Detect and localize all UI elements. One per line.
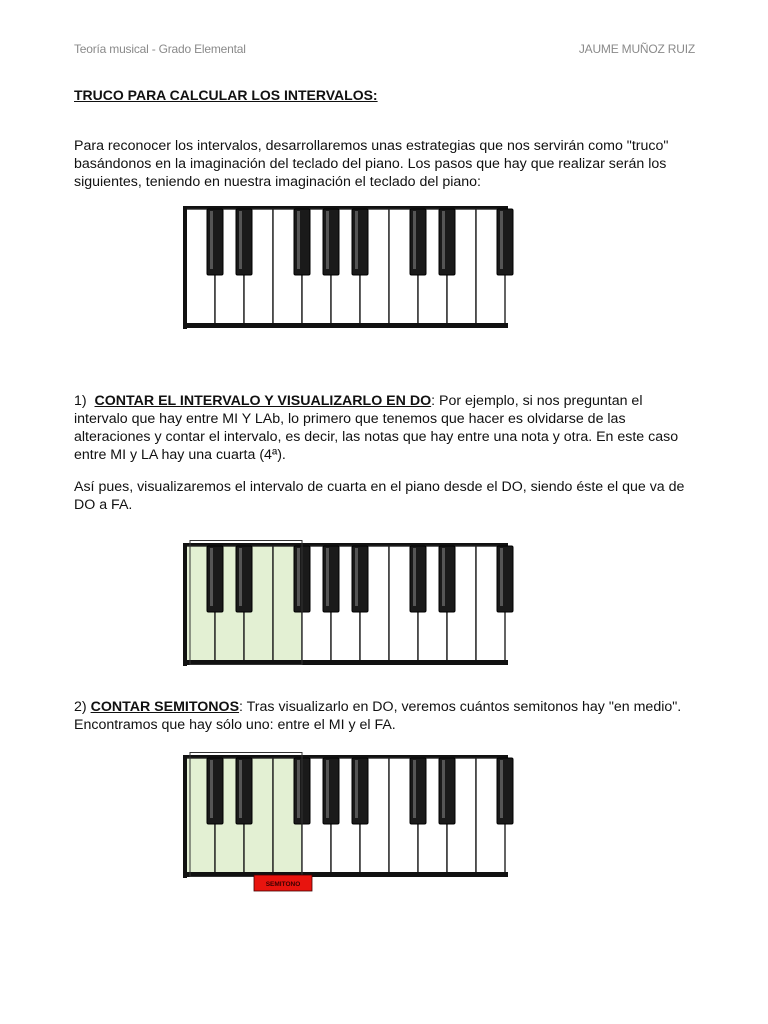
black-key-shine: [442, 548, 445, 606]
black-key-shine: [500, 548, 503, 606]
header-left: Teoría musical - Grado Elemental: [74, 42, 246, 56]
thus-paragraph: Así pues, visualizaremos el intervalo de cuarta en el piano desde el DO, siendo éste el que va de DO a FA.: [74, 479, 685, 513]
black-key: [236, 546, 252, 612]
black-key: [352, 209, 368, 275]
black-key-shine: [297, 760, 300, 818]
semitone-label: SEMITONO: [265, 881, 301, 888]
black-key: [323, 546, 339, 612]
intro-paragraph: Para reconocer los intervalos, desarrollaremos unas estrategias que nos servirán como "truco" basándonos en la imaginación del teclado del piano. Los pasos que hay que realizar serán los siguientes, teniendo en nuestra imaginación el teclado del piano:: [74, 138, 669, 190]
black-key: [410, 209, 426, 275]
black-key-shine: [326, 211, 329, 269]
black-key: [236, 758, 252, 824]
black-key-shine: [297, 211, 300, 269]
black-key-shine: [326, 760, 329, 818]
keyboard-left-edge: [183, 755, 187, 878]
step2-heading: CONTAR SEMITONOS: [90, 699, 240, 715]
step2-text: : Tras visualizarlo en DO, veremos cuántos semitonos hay "en medio". Encontramos que hay sólo uno: entre el MI y el FA.: [74, 699, 682, 733]
black-key: [410, 546, 426, 612]
black-key: [236, 209, 252, 275]
black-key: [207, 546, 223, 612]
black-key-shine: [413, 760, 416, 818]
step1-number: 1): [74, 393, 87, 409]
black-key: [439, 209, 455, 275]
step2-number: 2): [74, 699, 87, 715]
black-key: [439, 546, 455, 612]
black-key-shine: [239, 760, 242, 818]
black-key: [352, 546, 368, 612]
black-key: [352, 758, 368, 824]
black-key: [323, 209, 339, 275]
keyboard-bottom-rail: [183, 323, 508, 328]
black-key-shine: [500, 760, 503, 818]
black-key-shine: [355, 211, 358, 269]
black-key-shine: [413, 548, 416, 606]
step2-paragraph: [74, 698, 699, 734]
piano-keyboard-2: [180, 540, 520, 670]
black-key-shine: [355, 760, 358, 818]
step1-text: : Por ejemplo, si nos preguntan el intervalo que hay entre MI Y LAb, lo primero que tenemos que hacer es olvidarse de las alteraciones y contar el intervalo, es decir, las notas que hay entre una nota y otra. En este caso entre MI y LA hay una cuarta (4ª).: [74, 393, 679, 463]
header-right: JAUME MUÑOZ RUIZ: [578, 42, 695, 56]
black-key-shine: [297, 548, 300, 606]
keyboard-left-edge: [183, 543, 187, 666]
black-key: [410, 758, 426, 824]
page-title: TRUCO PARA CALCULAR LOS INTERVALOS:: [74, 87, 378, 103]
black-key-shine: [442, 760, 445, 818]
black-key: [439, 758, 455, 824]
step1-paragraph: [74, 392, 699, 464]
keyboard-left-edge: [183, 206, 187, 329]
step1-heading: CONTAR EL INTERVALO Y VISUALIZARLO EN DO: [94, 393, 432, 409]
black-key: [497, 209, 513, 275]
black-key: [323, 758, 339, 824]
black-key-shine: [210, 211, 213, 269]
black-key-shine: [326, 548, 329, 606]
black-key: [207, 209, 223, 275]
black-key: [294, 209, 310, 275]
piano-keyboard-1: [180, 203, 520, 333]
black-key-shine: [355, 548, 358, 606]
black-key-shine: [239, 548, 242, 606]
piano-keyboard-3: [180, 752, 520, 892]
black-key-shine: [500, 211, 503, 269]
black-key-shine: [239, 211, 242, 269]
black-key-shine: [210, 548, 213, 606]
black-key: [207, 758, 223, 824]
black-key-shine: [413, 211, 416, 269]
black-key-shine: [442, 211, 445, 269]
black-key: [497, 546, 513, 612]
black-key-shine: [210, 760, 213, 818]
black-key: [497, 758, 513, 824]
